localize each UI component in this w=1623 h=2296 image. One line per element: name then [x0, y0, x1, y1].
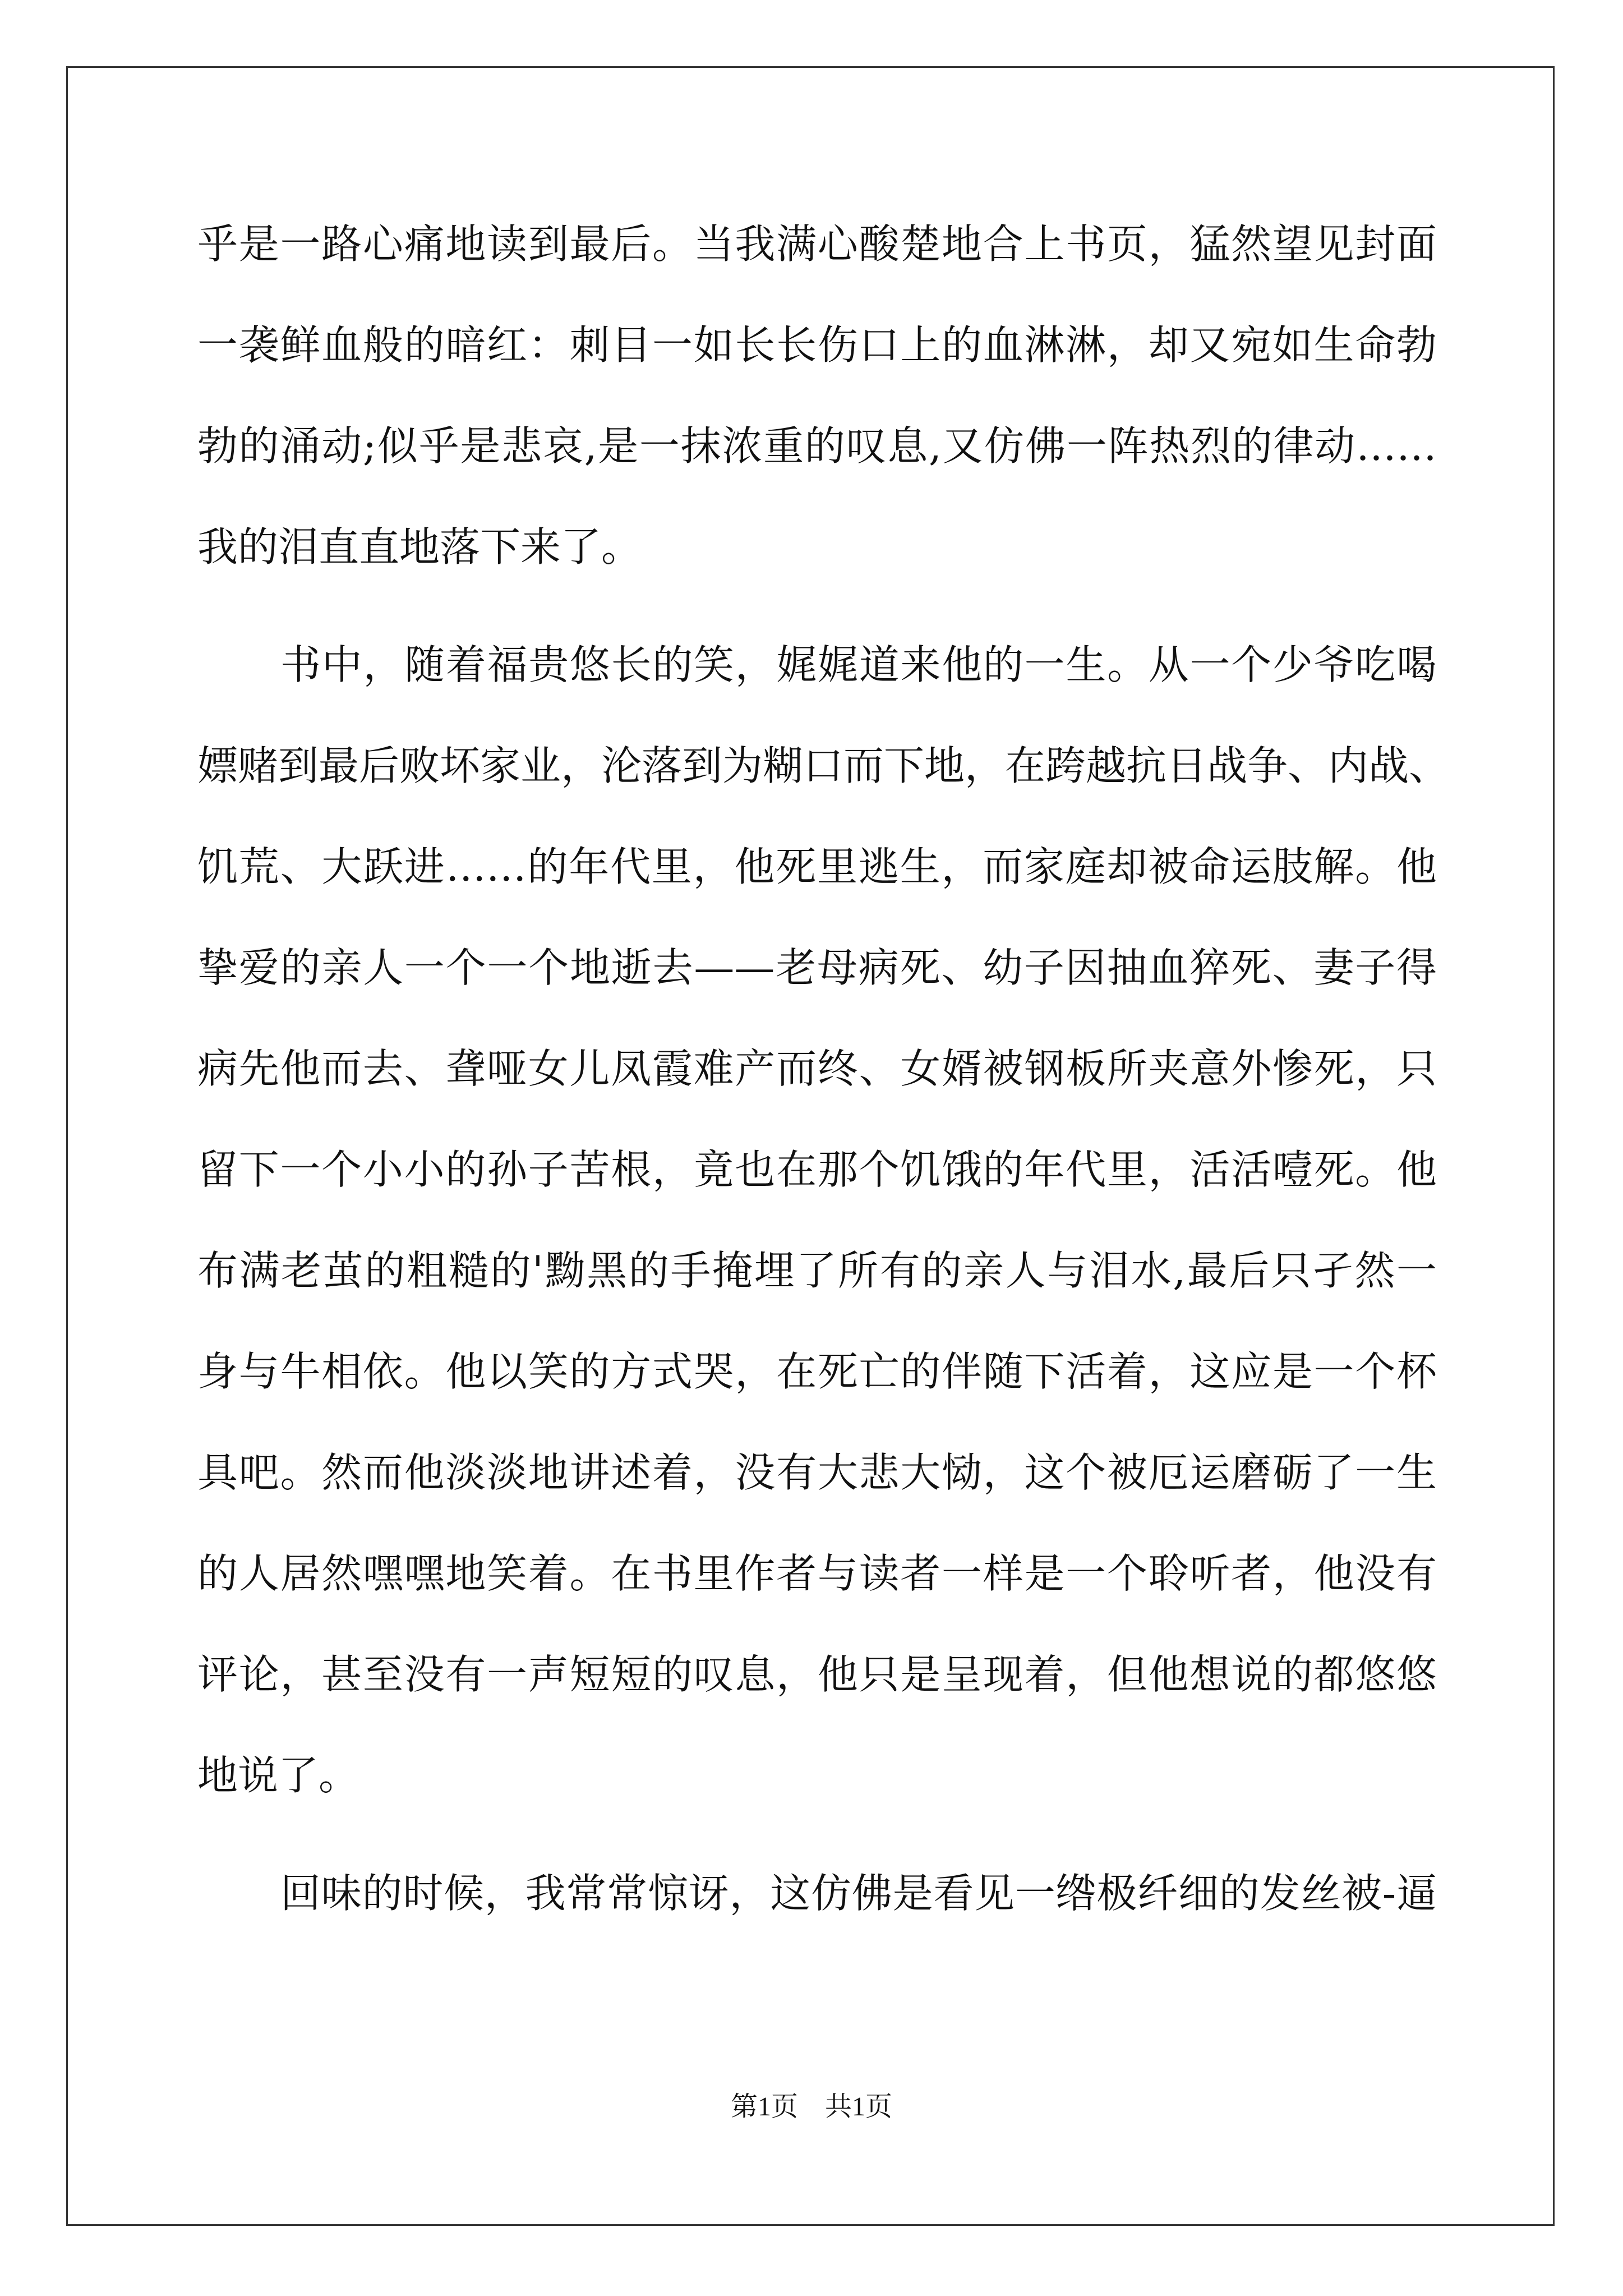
body-text-line: 地说了。: [197, 1752, 359, 1799]
body-text-line: 一袭鲜血般的暗红：刺目一如长长伤口上的血淋淋，却又宛如生命勃: [197, 321, 1437, 369]
body-text-line: 饥荒、大跃进……的年代里，他死里逃生，而家庭却被命运肢解。他: [197, 843, 1437, 890]
body-text-line: 乎是一路心痛地读到最后。当我满心酸楚地合上书页，猛然望见封面: [197, 220, 1437, 268]
body-text-line: 评论，甚至没有一声短短的叹息，他只是呈现着，但他想说的都悠悠: [197, 1651, 1437, 1698]
body-text-line: 勃的涌动;似乎是悲哀,是一抹浓重的叹息,又仿佛一阵热烈的律动……: [197, 422, 1437, 470]
body-text-line: 的人居然嘿嘿地笑着。在书里作者与读者一样是一个聆听者，他没有: [197, 1550, 1437, 1597]
body-text-line: 嫖赌到最后败坏家业，沦落到为糊口而下地，在跨越抗日战争、内战、: [197, 742, 1450, 789]
body-text-line: 我的泪直直地落下来了。: [197, 523, 642, 570]
body-text-line: 留下一个小小的孙子苦根，竟也在那个饥饿的年代里，活活噎死。他: [197, 1146, 1437, 1193]
page-footer: 第1页 共1页: [730, 2092, 892, 2122]
body-text-line: 布满老茧的粗糙的'黝黑的手掩埋了所有的亲人与泪水,最后只孑然一: [197, 1247, 1437, 1294]
body-text-line: 挚爱的亲人一个一个地逝去——老母病死、幼子因抽血猝死、妻子得: [197, 944, 1437, 991]
body-text-line: 具吧。然而他淡淡地讲述着，没有大悲大恸，这个被厄运磨砺了一生: [197, 1449, 1437, 1496]
body-text-line: 病先他而去、聋哑女儿凤霞难产而终、女婿被钢板所夹意外惨死，只: [197, 1045, 1437, 1092]
body-text-line: 身与牛相依。他以笑的方式哭，在死亡的伴随下活着，这应是一个杯: [197, 1348, 1437, 1395]
paragraph-first-line: 书中，随着福贵悠长的笑，娓娓道来他的一生。从一个少爷吃喝: [280, 641, 1437, 688]
paragraph-first-line: 回味的时候，我常常惊讶，这仿佛是看见一绺极纤细的发丝被-逼: [280, 1870, 1437, 1917]
